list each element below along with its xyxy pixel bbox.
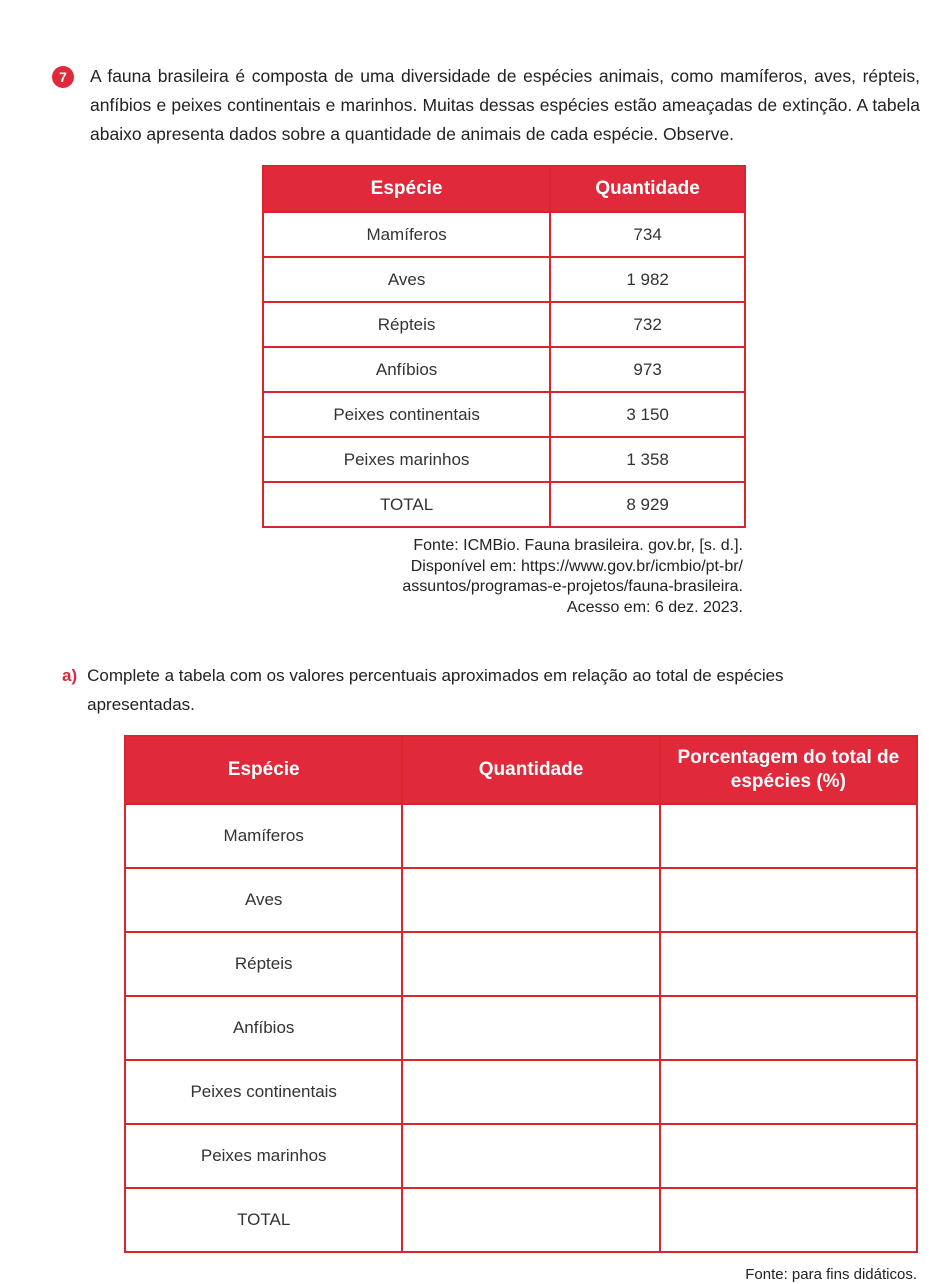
table-row (263, 257, 745, 302)
table-row (125, 932, 917, 996)
quantity-cell: 1 982 (550, 257, 745, 302)
species-cell: Mamíferos (125, 804, 402, 868)
table-row-total (263, 482, 745, 527)
percentage-blank-cell[interactable] (660, 1060, 917, 1124)
species-cell: Répteis (125, 932, 402, 996)
quantity-blank-cell[interactable] (402, 804, 659, 868)
quantity-blank-cell[interactable] (402, 1124, 659, 1188)
species-quantity-table (262, 165, 746, 528)
header-especie: Espécie (125, 736, 402, 804)
table-row (263, 302, 745, 347)
species-cell: TOTAL (263, 482, 550, 527)
quantity-cell: 973 (550, 347, 745, 392)
percentage-blank-cell[interactable] (660, 1188, 917, 1252)
item-a (62, 661, 922, 719)
table-row (263, 212, 745, 257)
header-porcentagem: Porcentagem do total de espécies (%) (660, 736, 917, 804)
source-line: Acesso em: 6 dez. 2023. (566, 598, 743, 616)
quantity-blank-cell[interactable] (402, 932, 659, 996)
percentage-blank-cell[interactable] (660, 804, 917, 868)
question-intro-text: A fauna brasileira é composta de uma diversidade de espécies animais, como mamíferos, aves, répteis, anfíbios e peixes continentais e marinhos. Muitas dessas espécies estão ameaçadas de extinção. A tabela abaixo apresenta dados sobre a quantidade de animais de cada espécie. Observe. (90, 66, 920, 144)
species-cell: Mamíferos (263, 212, 550, 257)
item-a-label: a) (62, 666, 78, 685)
table-row (263, 347, 745, 392)
table-row (125, 804, 917, 868)
quantity-cell: 1 358 (550, 437, 745, 482)
table-row (125, 996, 917, 1060)
table1-source (280, 536, 743, 618)
item-a-text: Complete a tabela com os valores percentuais aproximados em relação ao total de espécies apresentadas. (87, 666, 784, 714)
quantity-cell: 8 929 (550, 482, 745, 527)
species-cell: Anfíbios (263, 347, 550, 392)
table-row (263, 437, 745, 482)
species-cell: Aves (125, 868, 402, 932)
species-cell: Aves (263, 257, 550, 302)
species-cell: Anfíbios (125, 996, 402, 1060)
quantity-blank-cell[interactable] (402, 1188, 659, 1252)
quantity-cell: 732 (550, 302, 745, 347)
species-cell: Répteis (263, 302, 550, 347)
table-header-row (125, 736, 917, 804)
species-cell: Peixes marinhos (125, 1124, 402, 1188)
table2-source: Fonte: para fins didáticos. (745, 1266, 917, 1283)
table-row-total (125, 1188, 917, 1252)
quantity-blank-cell[interactable] (402, 868, 659, 932)
quantity-cell: 734 (550, 212, 745, 257)
source-line: Fonte: ICMBio. Fauna brasileira. gov.br, [s. d.]. (413, 537, 743, 554)
quantity-blank-cell[interactable] (402, 1060, 659, 1124)
question-number-badge: 7 (52, 66, 74, 88)
percentage-blank-cell[interactable] (660, 996, 917, 1060)
table-row (125, 1124, 917, 1188)
quantity-cell: 3 150 (550, 392, 745, 437)
header-quantidade: Quantidade (402, 736, 659, 804)
table-row (125, 1060, 917, 1124)
source-line: assuntos/programas-e-projetos/fauna-brasileira. (402, 578, 743, 595)
header-quantidade: Quantidade (550, 166, 745, 212)
percentage-blank-cell[interactable] (660, 868, 917, 932)
percentage-blank-cell[interactable] (660, 932, 917, 996)
species-cell: Peixes marinhos (263, 437, 550, 482)
species-cell: Peixes continentais (263, 392, 550, 437)
percentage-table (124, 735, 918, 1253)
table-row (125, 868, 917, 932)
species-cell: TOTAL (125, 1188, 402, 1252)
percentage-blank-cell[interactable] (660, 1124, 917, 1188)
source-line: Disponível em: https://www.gov.br/icmbio/pt-br/ (410, 557, 743, 575)
header-especie: Espécie (263, 166, 550, 212)
table-row (263, 392, 745, 437)
table-header-row (263, 166, 745, 212)
species-cell: Peixes continentais (125, 1060, 402, 1124)
quantity-blank-cell[interactable] (402, 996, 659, 1060)
